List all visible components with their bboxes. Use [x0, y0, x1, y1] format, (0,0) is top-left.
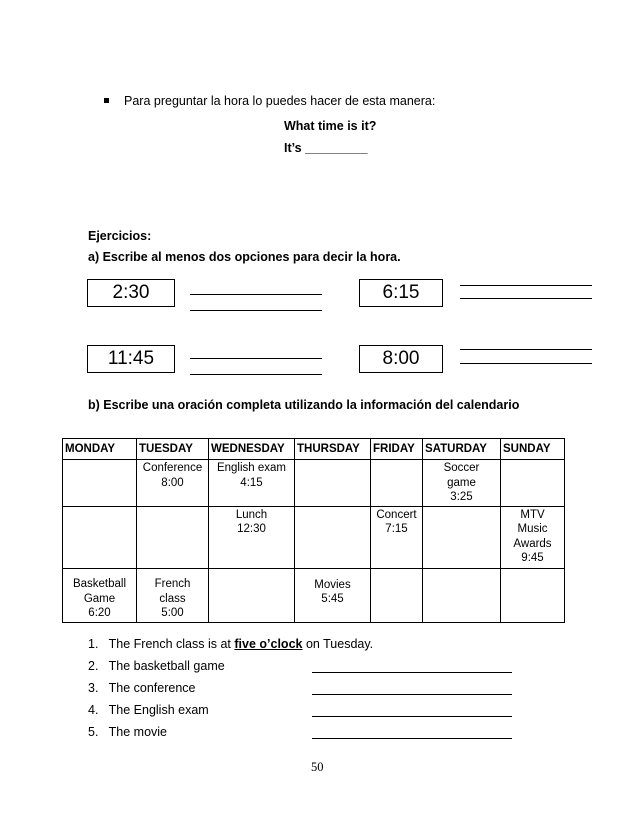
emphasized-time: five o’clock: [234, 637, 303, 651]
sentence-2: [88, 659, 225, 674]
bullet-marker: [104, 98, 109, 103]
calendar-cell: [209, 460, 295, 507]
calendar-row: [63, 568, 565, 622]
part-a-instruction: a) Escribe al menos dos opciones para decir la hora.: [88, 250, 401, 264]
event-time: 6:20: [88, 607, 111, 619]
event-text: Soccer: [443, 462, 480, 474]
calendar-table: [62, 438, 565, 623]
event-text: French: [154, 578, 191, 590]
event-text: game: [447, 476, 476, 489]
answer-line[interactable]: [460, 349, 592, 350]
day-header: WEDNESDAY: [209, 439, 295, 460]
answer-line[interactable]: [190, 310, 322, 311]
calendar-cell: [295, 460, 371, 507]
event-text: Concert: [376, 508, 417, 521]
sentence-1: [88, 637, 373, 652]
sentence-text: The movie: [108, 725, 167, 739]
sentence-text: The basketball game: [108, 659, 225, 673]
calendar-cell: [295, 568, 371, 622]
calendar-cell: [209, 568, 295, 622]
event-time: 8:00: [161, 476, 184, 489]
event-time: 4:15: [240, 476, 263, 489]
calendar-cell: [501, 506, 565, 568]
answer-line[interactable]: [312, 672, 512, 673]
calendar-cell: [63, 460, 137, 507]
event-text: Movies: [314, 578, 351, 591]
answer-line[interactable]: [312, 738, 512, 739]
day-header: MONDAY: [63, 439, 137, 460]
event-text: Music: [517, 523, 548, 535]
sentence-text: on Tuesday.: [305, 637, 374, 651]
answer-line[interactable]: [190, 374, 322, 375]
calendar-cell: [371, 460, 423, 507]
day-header: SATURDAY: [423, 439, 501, 460]
calendar-cell: [501, 460, 565, 507]
calendar-row: [63, 460, 565, 507]
calendar-cell: [295, 506, 371, 568]
calendar-row: [63, 506, 565, 568]
event-text: Awards: [513, 537, 552, 550]
calendar-cell: [63, 568, 137, 622]
answer-template: It’s _________: [284, 141, 368, 155]
event-text: Conference: [142, 462, 203, 474]
time-box-1: 2:30: [87, 279, 175, 307]
calendar-cell: [501, 568, 565, 622]
sentence-3: [88, 681, 196, 696]
event-time: 5:00: [161, 607, 184, 619]
day-header: THURSDAY: [295, 439, 371, 460]
event-text: MTV: [520, 508, 545, 521]
sentence-text: The English exam: [108, 703, 209, 717]
event-time: 12:30: [237, 523, 266, 535]
calendar-cell: [63, 506, 137, 568]
time-box-3: 11:45: [87, 345, 175, 373]
part-b-instruction: b) Escribe una oración completa utilizando la información del calendario: [88, 398, 520, 412]
day-header: SUNDAY: [501, 439, 565, 460]
event-text: Basketball: [72, 578, 127, 590]
sentence-5: [88, 725, 167, 740]
time-box-4: 8:00: [359, 345, 443, 373]
calendar-cell: [423, 568, 501, 622]
day-header: TUESDAY: [137, 439, 209, 460]
calendar-cell: [137, 506, 209, 568]
calendar-cell: [137, 460, 209, 507]
sentence-text: The French class is at: [108, 637, 231, 651]
calendar-header-row: [63, 439, 565, 460]
event-text: class: [159, 592, 186, 605]
calendar-cell: [371, 506, 423, 568]
item-number: 4.: [88, 703, 99, 717]
time-box-2: 6:15: [359, 279, 443, 307]
answer-line[interactable]: [460, 285, 592, 286]
exercises-heading: Ejercicios:: [88, 229, 152, 243]
sentence-text: The conference: [108, 681, 196, 695]
item-number: 1.: [88, 637, 99, 651]
item-number: 5.: [88, 725, 99, 739]
intro-bullet-text: Para preguntar la hora lo puedes hacer de esta manera:: [124, 94, 436, 108]
calendar-cell: [137, 568, 209, 622]
event-time: 5:45: [321, 593, 344, 605]
sentence-4: [88, 703, 209, 718]
event-text: Game: [83, 592, 116, 605]
day-header: FRIDAY: [371, 439, 423, 460]
event-text: Lunch: [235, 508, 268, 521]
event-time: 3:25: [450, 491, 473, 503]
event-time: 7:15: [385, 523, 408, 535]
item-number: 3.: [88, 681, 99, 695]
answer-line[interactable]: [312, 694, 512, 695]
event-text: English exam: [216, 462, 287, 474]
calendar-cell: [423, 460, 501, 507]
page-number: 50: [311, 760, 324, 774]
calendar-cell: [209, 506, 295, 568]
answer-line[interactable]: [190, 358, 322, 359]
question-text: What time is it?: [284, 119, 377, 133]
calendar-cell: [423, 506, 501, 568]
answer-line[interactable]: [190, 294, 322, 295]
answer-line[interactable]: [312, 716, 512, 717]
item-number: 2.: [88, 659, 99, 673]
event-time: 9:45: [521, 552, 544, 564]
answer-line[interactable]: [460, 298, 592, 299]
calendar-cell: [371, 568, 423, 622]
answer-line[interactable]: [460, 363, 592, 364]
